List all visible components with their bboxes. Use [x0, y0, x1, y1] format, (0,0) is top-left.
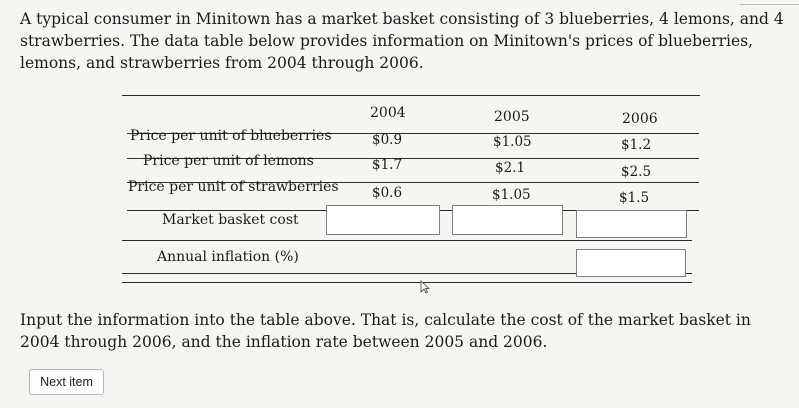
year-header: 2006: [622, 111, 658, 127]
price-cell: $1.5: [619, 190, 650, 206]
year-header: 2004: [370, 105, 406, 121]
price-cell: $1.05: [493, 134, 532, 150]
table-rule: [122, 240, 692, 241]
top-divider: [740, 4, 799, 5]
table-rule: [122, 282, 692, 283]
next-item-button[interactable]: Next item: [29, 369, 104, 395]
price-cell: $1.2: [621, 137, 652, 153]
year-header: 2005: [494, 109, 530, 125]
price-cell: $2.1: [495, 160, 526, 176]
table-rule: [122, 95, 700, 96]
price-cell: $1.05: [492, 187, 531, 203]
inflation-2006-input[interactable]: [576, 249, 686, 277]
price-cell: $1.7: [372, 157, 403, 173]
basket-2006-input[interactable]: [576, 210, 687, 238]
row-label-strawberries: Price per unit of strawberries: [128, 179, 339, 195]
row-label-blueberries: Price per unit of blueberries: [130, 128, 332, 144]
mouse-cursor-icon: [420, 280, 430, 297]
basket-2004-input[interactable]: [326, 205, 440, 235]
price-cell: $2.5: [621, 164, 652, 180]
basket-2005-input[interactable]: [452, 205, 563, 235]
price-cell: $0.9: [372, 132, 403, 148]
price-cell: $0.6: [372, 185, 403, 201]
question-intro: A typical consumer in Minitown has a market basket consisting of 3 blueberries, 4 lemons, and 4 strawberries. The data table below provides information on Minitown's prices of blueberries, lemons, and strawberries from 2004 through 2006.: [20, 10, 784, 72]
annual-inflation-label: Annual inflation (%): [157, 249, 299, 265]
question-instruction: Input the information into the table above. That is, calculate the cost of the market basket in 2004 through 2006, and the inflation rate between 2005 and 2006.: [20, 311, 751, 351]
price-table: [122, 92, 702, 292]
row-label-lemons: Price per unit of lemons: [143, 153, 314, 169]
market-basket-label: Market basket cost: [162, 212, 299, 228]
